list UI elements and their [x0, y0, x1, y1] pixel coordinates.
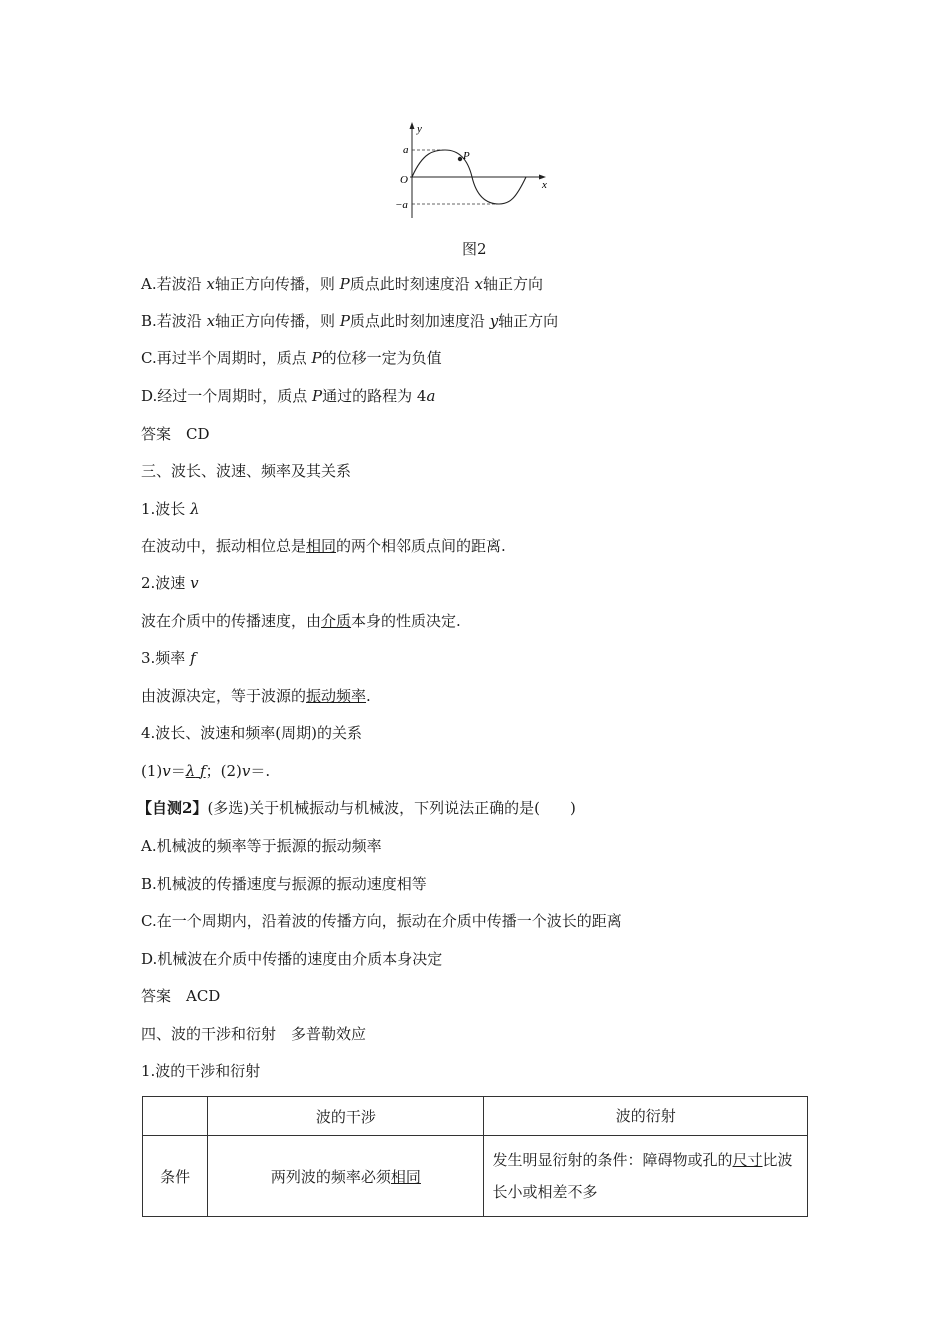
- interference-condition: 两列波的频率必须相同: [208, 1136, 484, 1217]
- speed-heading: 2.波速 v: [141, 574, 199, 592]
- figure-caption: 图2: [462, 240, 487, 258]
- wave-figure: [390, 118, 560, 222]
- selftest2-option-c: C.在一个周期内，沿着波的传播方向，振动在介质中传播一个波长的距离: [141, 912, 622, 930]
- diffraction-condition: 发生明显衍射的条件：障碍物或孔的尺寸比波长小或相差不多: [484, 1136, 808, 1217]
- selftest2-answer: 答案 ACD: [141, 987, 221, 1005]
- neg-a-label: −a: [395, 199, 408, 211]
- wavelength-heading: 1.波长 λ: [141, 500, 200, 518]
- y-axis-label: y: [417, 123, 422, 135]
- q1-option-c: C.再过半个周期时，质点 P的位移一定为负值: [141, 349, 442, 367]
- table-row-label: 条件: [143, 1136, 208, 1217]
- table-header-interference: 波的干涉: [208, 1097, 484, 1136]
- x-axis-label: x: [542, 179, 547, 191]
- selftest2-option-b: B.机械波的传播速度与振源的振动速度相等: [141, 875, 427, 893]
- section3-title: 三、波长、波速、频率及其关系: [141, 462, 352, 480]
- table-header-diffraction: 波的衍射: [484, 1097, 808, 1136]
- q1-answer: 答案 CD: [141, 425, 210, 443]
- point-p-dot: [458, 157, 462, 161]
- wavelength-definition: 在波动中，振动相位总是相同的两个相邻质点间的距离.: [141, 537, 506, 555]
- selftest2-option-d: D.机械波在介质中传播的速度由介质本身决定: [141, 950, 443, 968]
- relation-heading: 4.波长、波速和频率(周期)的关系: [141, 724, 363, 742]
- y-axis-arrow: [410, 122, 415, 129]
- speed-definition: 波在介质中的传播速度，由介质本身的性质决定.: [141, 612, 461, 630]
- origin-label: O: [400, 174, 408, 186]
- table-header-empty: [143, 1097, 208, 1136]
- section4-title: 四、波的干涉和衍射 多普勒效应: [141, 1025, 367, 1043]
- selftest2-tag: 【自测2】: [137, 799, 208, 817]
- q1-option-b: B.若波沿 x轴正方向传播，则 P质点此时刻加速度沿 y轴正方向: [141, 312, 559, 330]
- a-label: a: [403, 144, 409, 156]
- relation-formula: (1)v＝λ f；(2)v＝.: [141, 762, 271, 780]
- point-p-label: P: [463, 150, 470, 162]
- table-header-row: [143, 1097, 808, 1136]
- selftest2-question: 【自测2】(多选)关于机械振动与机械波，下列说法正确的是( ): [137, 799, 576, 817]
- interference-diffraction-table: [142, 1096, 808, 1217]
- frequency-definition: 由波源决定，等于波源的振动频率.: [141, 687, 371, 705]
- section4-subheading: 1.波的干涉和衍射: [141, 1062, 261, 1080]
- q1-option-a: A.若波沿 x轴正方向传播，则 P质点此时刻速度沿 x轴正方向: [141, 275, 543, 293]
- q1-option-d: D.经过一个周期时，质点 P通过的路程为 4a: [141, 387, 436, 405]
- table-row: [143, 1136, 808, 1217]
- selftest2-option-a: A.机械波的频率等于振源的振动频率: [141, 837, 382, 855]
- frequency-heading: 3.频率 f: [141, 649, 196, 667]
